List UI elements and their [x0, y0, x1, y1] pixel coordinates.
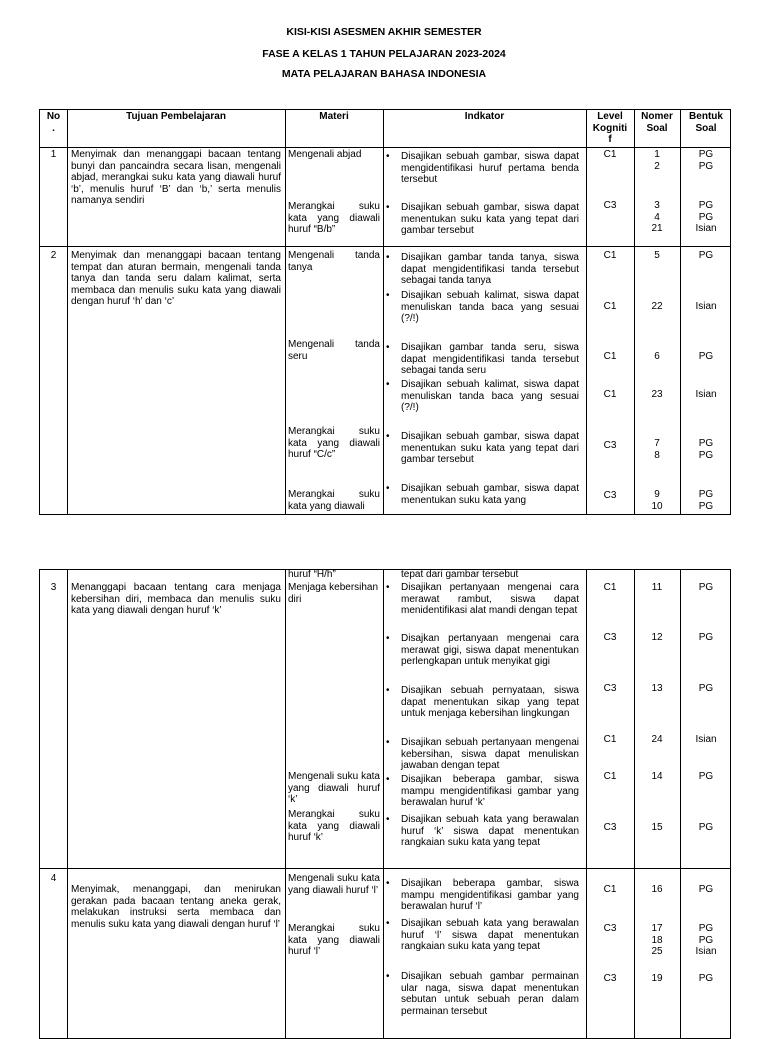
materi-cell: Merangkai suku kata yang diawali huruf ‘l’ — [288, 923, 380, 957]
bentuk-cell: PG PG — [698, 489, 714, 512]
kisi-kisi-table-page-2 — [39, 569, 731, 1039]
indikator-cell: Disajikan sebuah gambar permainan ular naga, siswa dapat menentukan sebutan untuk sebuah peran dalam permainan tersebut — [401, 971, 579, 1017]
bentuk-cell: PG — [698, 973, 714, 984]
bullet-icon: • — [386, 971, 390, 982]
indikator-cell: tepat dari gambar tersebut — [401, 569, 519, 580]
row-number: 4 — [50, 873, 57, 884]
row-number: 3 — [50, 582, 57, 593]
materi-cell: Mengenali tanda seru — [288, 339, 380, 362]
level-cell: C1 — [603, 389, 617, 400]
level-cell: C3 — [603, 822, 617, 833]
materi-cell: Mengenali suku kata yang diawali huruf ‘k’ — [288, 771, 380, 805]
bentuk-cell: Isian — [695, 301, 717, 312]
level-cell: C1 — [603, 149, 617, 160]
bullet-icon: • — [386, 252, 390, 263]
bullet-icon: • — [386, 151, 390, 162]
bullet-icon: • — [386, 774, 390, 785]
bullet-icon: • — [386, 918, 390, 929]
bullet-icon: • — [386, 342, 390, 353]
materi-cell: Merangkai suku kata yang diawali huruf ‘k’ — [288, 809, 380, 843]
nomer-cell: 14 — [651, 771, 663, 782]
row-number: 2 — [50, 250, 57, 261]
bullet-icon: • — [386, 633, 390, 644]
bullet-icon: • — [386, 582, 390, 593]
bentuk-cell: PG — [698, 822, 714, 833]
materi-cell: huruf “H/h” — [288, 569, 336, 580]
indikator-cell: Disajkan pertanyaan mengenai cara merawat gigi, siswa dapat menentukan perlengkapan untuk menyikat gigi — [401, 633, 579, 667]
bentuk-cell: PG — [698, 632, 714, 643]
level-cell: C3 — [603, 490, 617, 501]
materi-cell: Mengenali suku kata yang diawali huruf ‘l’ — [288, 873, 380, 896]
header-tujuan: Tujuan Pembelajaran — [126, 111, 226, 122]
nomer-cell: 13 — [651, 683, 663, 694]
tujuan-cell: Menyimak, menanggapi, dan menirukan gerakan pada bacaan tentang aneka gerak, melakukan instruksi serta membaca dan menulis suku kata yang diawali dengan huruf ‘l’ — [71, 884, 281, 930]
header-bentuk: Bentuk Soal — [689, 111, 723, 134]
bullet-icon: • — [386, 737, 390, 748]
header-materi: Materi — [319, 111, 349, 122]
indikator-cell: Disajikan sebuah kata yang berawalan huruf ‘l’ siswa dapat menentukan rangkaian suku kata yang tepat — [401, 918, 579, 952]
nomer-cell: 1 2 — [654, 149, 660, 172]
nomer-cell: 6 — [654, 351, 660, 362]
level-cell: C1 — [603, 582, 617, 593]
header-indikator: Indkator — [464, 111, 505, 122]
indikator-cell: Disajikan sebuah kalimat, siswa dapat menuliskan tanda baca yang sesuai (?/!) — [401, 379, 579, 413]
nomer-cell: 22 — [651, 301, 663, 312]
materi-cell: Menjaga kebersihan diri — [288, 582, 379, 605]
level-cell: C1 — [603, 301, 617, 312]
nomer-cell: 15 — [651, 822, 663, 833]
indikator-cell: Disajikan beberapa gambar, siswa mampu mengidentifikasi gambar yang berawalan huruf ‘l’ — [401, 878, 579, 912]
level-cell: C1 — [603, 250, 617, 261]
indikator-cell: Disajikan gambar tanda tanya, siswa dapat mengidentifikasi tanda tersebut sebagai tanda tanya — [401, 252, 579, 286]
level-cell: C1 — [603, 734, 617, 745]
tujuan-cell: Menyimak dan menanggapi bacaan tentang bunyi dan pancaindra secara lisan, mengenali abjad, merangkai suku kata yang diawali huruf ‘b’, menulis huruf ‘B’ dan ‘b,’ serta menulis namanya sendiri — [71, 149, 281, 206]
bentuk-cell: PG PG Isian — [695, 923, 717, 957]
nomer-cell: 3 4 21 — [651, 200, 663, 234]
materi-cell: Merangkai suku kata yang diawali — [288, 489, 380, 512]
nomer-cell: 7 8 — [654, 438, 660, 461]
bullet-icon: • — [386, 290, 390, 301]
indikator-cell: Disajikan sebuah gambar, siswa dapat menentukan suku kata yang tepat dari gambar tersebut — [401, 202, 579, 236]
doc-title-line-3: MATA PELAJARAN BAHASA INDONESIA — [281, 68, 487, 80]
materi-cell: Mengenali abjad — [288, 149, 362, 160]
nomer-cell: 12 — [651, 632, 663, 643]
level-cell: C3 — [603, 200, 617, 211]
nomer-cell: 23 — [651, 389, 663, 400]
bentuk-cell: Isian — [695, 734, 717, 745]
header-nomer: Nomer Soal — [641, 111, 673, 134]
level-cell: C3 — [603, 632, 617, 643]
bentuk-cell: PG — [698, 351, 714, 362]
indikator-cell: Disajikan sebuah pertanyaan mengenai kebersihan, siswa dapat menuliskan jawaban dengan tepat — [401, 737, 579, 771]
indikator-cell: Disajikan gambar tanda seru, siswa dapat mengidentifikasi tanda tersebut sebagai tanda seru — [401, 342, 579, 376]
indikator-cell: Disajikan beberapa gambar, siswa mampu mengidentifikasi gambar yang berawalan huruf ‘k’ — [401, 774, 579, 808]
kisi-kisi-table-page-1 — [39, 109, 731, 515]
nomer-cell: 16 — [651, 884, 663, 895]
indikator-cell: Disajikan sebuah kalimat, siswa dapat menuliskan tanda baca yang sesuai (?/!) — [401, 290, 579, 324]
bullet-icon: • — [386, 379, 390, 390]
bentuk-cell: PG — [698, 884, 714, 895]
bentuk-cell: Isian — [695, 389, 717, 400]
doc-title-line-1: KISI-KISI ASESMEN AKHIR SEMESTER — [286, 26, 482, 38]
tujuan-cell: Menyimak dan menanggapi bacaan tentang tempat dan aturan bermain, mengenali tanda tanya dan tanda seru dalam kalimat, serta membaca dan menulis suku kata yang diawali dengan huruf ‘h’ dan ‘c’ — [71, 250, 281, 307]
bullet-icon: • — [386, 431, 390, 442]
nomer-cell: 17 18 25 — [651, 923, 663, 957]
bullet-icon: • — [386, 878, 390, 889]
indikator-cell: Disajikan sebuah gambar, siswa dapat menentukan suku kata yang — [401, 483, 579, 506]
bentuk-cell: PG PG — [698, 149, 714, 172]
bentuk-cell: PG — [698, 771, 714, 782]
indikator-cell: Disajikan pertanyaan mengenai cara merawat rambut, siswa dapat menidentifikasi alat mandi dengan tepat — [401, 582, 579, 616]
indikator-cell: Disajikan sebuah gambar, siswa dapat menentukan suku kata yang tepat dari gambar tersebut — [401, 431, 579, 465]
tujuan-cell: Menanggapi bacaan tentang cara menjaga kebersihan diri, membaca dan menulis suku kata yang diawali dengan huruf ‘k’ — [71, 582, 281, 616]
level-cell: C3 — [603, 923, 617, 934]
indikator-cell: Disajikan sebuah gambar, siswa dapat mengidentifikasi huruf pertama benda tersebut — [401, 151, 579, 185]
bentuk-cell: PG PG Isian — [695, 200, 717, 234]
nomer-cell: 24 — [651, 734, 663, 745]
materi-cell: Merangkai suku kata yang diawali huruf “B/b” — [288, 201, 380, 235]
level-cell: C1 — [603, 771, 617, 782]
doc-title-line-2: FASE A KELAS 1 TAHUN PELAJARAN 2023-2024 — [262, 48, 506, 60]
nomer-cell: 5 — [654, 250, 660, 261]
indikator-cell: Disajikan sebuah pernyataan, siswa dapat menentukan sikap yang tepat untuk menjaga kebersihan lingkungan — [401, 685, 579, 719]
level-cell: C1 — [603, 351, 617, 362]
nomer-cell: 19 — [651, 973, 663, 984]
bullet-icon: • — [386, 483, 390, 494]
bentuk-cell: PG — [698, 250, 714, 261]
bentuk-cell: PG — [698, 582, 714, 593]
level-cell: C1 — [603, 884, 617, 895]
header-no: No . — [46, 111, 61, 134]
materi-cell: Mengenali tanda tanya — [288, 250, 380, 273]
level-cell: C3 — [603, 683, 617, 694]
bullet-icon: • — [386, 202, 390, 213]
nomer-cell: 11 — [651, 582, 663, 593]
level-cell: C3 — [603, 973, 617, 984]
bullet-icon: • — [386, 685, 390, 696]
bullet-icon: • — [386, 814, 390, 825]
bentuk-cell: PG — [698, 683, 714, 694]
materi-cell: Merangkai suku kata yang diawali huruf “C/c” — [288, 426, 380, 460]
level-cell: C3 — [603, 440, 617, 451]
nomer-cell: 9 10 — [651, 489, 663, 512]
indikator-cell: Disajikan sebuah kata yang berawalan huruf ‘k’ siswa dapat menentukan rangkaian suku kata yang tepat — [401, 814, 579, 848]
row-number: 1 — [50, 149, 57, 160]
bentuk-cell: PG PG — [698, 438, 714, 461]
header-level: Level Kogniti f — [592, 111, 628, 145]
